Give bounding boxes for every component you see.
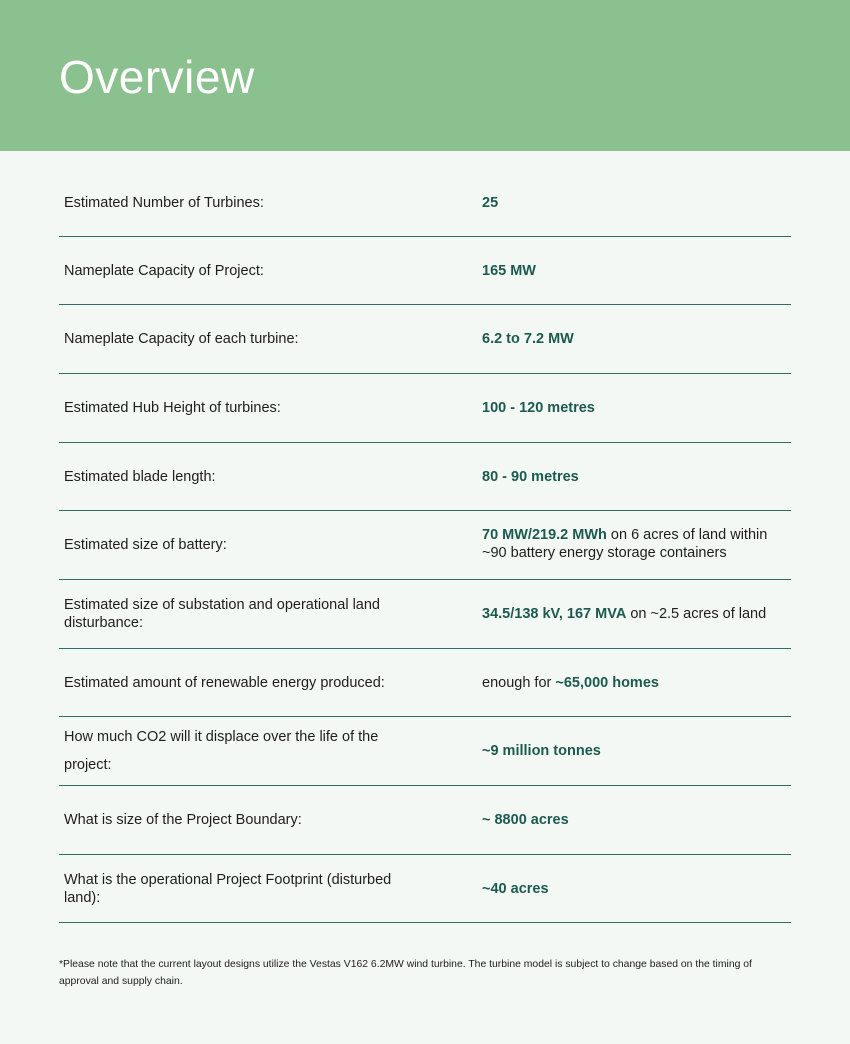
row-label: Nameplate Capacity of Project: [64, 262, 264, 279]
value-highlight: ~9 million tonnes [482, 743, 601, 759]
table-row-turbine-count [59, 169, 791, 237]
value-highlight: ~40 acres [482, 880, 549, 897]
value-highlight: ~ 8800 acres [482, 812, 569, 828]
table-row-hub-height [59, 374, 791, 443]
value-highlight: 6.2 to 7.2 MW [482, 331, 574, 347]
row-label: Estimated Number of Turbines: [64, 194, 264, 211]
row-value [482, 855, 782, 922]
row-value [482, 374, 782, 442]
value-text [482, 674, 659, 692]
row-value [482, 649, 782, 716]
header-banner [0, 0, 850, 151]
row-value [482, 169, 782, 236]
table-row-turbine-capacity [59, 305, 791, 374]
row-label: Nameplate Capacity of each turbine: [64, 331, 299, 347]
row-label: What is the operational Project Footprint (disturbed land): [64, 871, 392, 906]
row-value [482, 717, 782, 785]
table-row-blade-length [59, 443, 791, 511]
value-highlight: 165 MW [482, 262, 536, 279]
row-label: Estimated blade length: [64, 468, 216, 485]
row-value [482, 305, 782, 373]
value-text [482, 605, 766, 623]
value-highlight: 70 MW/219.2 MWh [482, 527, 607, 543]
table-row-co2-displaced [59, 717, 791, 786]
table-row-project-boundary [59, 786, 791, 855]
page-title: Overview [59, 51, 255, 103]
table-row-project-footprint [59, 855, 791, 923]
value-text [482, 527, 782, 562]
row-label: What is size of the Project Boundary: [64, 812, 302, 828]
row-value [482, 580, 782, 648]
row-value [482, 443, 782, 510]
row-label: Estimated size of substation and operational land disturbance: [64, 597, 380, 631]
value-highlight: 34.5/138 kV, 167 MVA [482, 606, 627, 622]
row-label: Estimated amount of renewable energy produced: [64, 674, 385, 691]
table-row-project-capacity [59, 237, 791, 305]
overview-table [59, 169, 791, 923]
value-highlight: 80 - 90 metres [482, 468, 579, 485]
row-value [482, 511, 782, 579]
value-highlight: 25 [482, 194, 499, 211]
row-value [482, 237, 782, 304]
row-label: Estimated size of battery: [64, 537, 227, 553]
value-highlight: 100 - 120 metres [482, 400, 595, 416]
row-label: How much CO2 will it displace over the life of the project: [64, 729, 379, 773]
value-detail: on ~2.5 acres of land [626, 606, 767, 622]
value-highlight: ~65,000 homes [555, 674, 659, 691]
table-row-energy-produced [59, 649, 791, 717]
table-row-battery-size [59, 511, 791, 580]
value-detail: on 6 acres of land within ~90 battery energy storage containers [482, 527, 768, 561]
value-prefix: enough for [482, 674, 556, 691]
row-label: Estimated Hub Height of turbines: [64, 400, 281, 416]
table-row-substation [59, 580, 791, 649]
row-value [482, 786, 782, 854]
footnote: *Please note that the current layout designs utilize the Vestas V162 6.2MW wind turbine. The turbine model is subject to change based on the timing of approval and supply chain. [59, 959, 752, 987]
